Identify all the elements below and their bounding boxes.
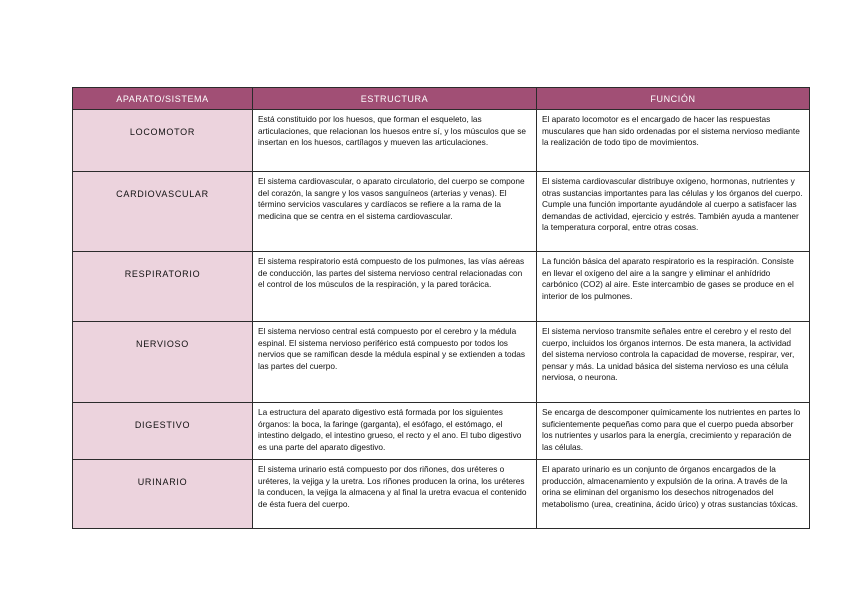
- structure-text: Está constituido por los huesos, que forman el esqueleto, las articulaciones, que relacionan los huesos entre sí, y los músculos que se insertan en los huesos, cartílagos y mueven las articulaciones.: [258, 114, 526, 147]
- structure-text: El sistema cardiovascular, o aparato circulatorio, del cuerpo se compone del corazón, la sangre y los vasos sanguíneos (arterias y venas). El término servicios vasculares y cardíacos se refiere a la rama de la medicina que se centra en el sistema cardiovascular.: [258, 176, 525, 221]
- system-name-cell: DIGESTIVO: [73, 403, 253, 460]
- table-header-row: [73, 88, 810, 110]
- header-estructura: ESTRUCTURA: [253, 88, 537, 110]
- system-name-cell: CARDIOVASCULAR: [73, 172, 253, 252]
- structure-text: El sistema urinario está compuesto por dos riñones, dos uréteres o uréteres, la vejiga y la uretra. Los riñones producen la orina, los uréteres la conducen, la vejiga la almacena y al final la uretra evacua el contenido de ésta fuera del cuerpo.: [258, 464, 527, 509]
- header-funcion: FUNCIÓN: [537, 88, 810, 110]
- structure-cell: [253, 110, 537, 172]
- structure-cell: [253, 460, 537, 529]
- function-text: El aparato urinario es un conjunto de órganos encargados de la producción, almacenamiento y expulsión de la orina. A través de la orina se eliminan del organismo los desechos nitrogenados del metabolismo (urea, creatinina, ácido úrico) y otras sustancias tóxicas.: [542, 464, 798, 509]
- system-name-cell: NERVIOSO: [73, 322, 253, 403]
- function-cell: [537, 172, 810, 252]
- structure-cell: [253, 322, 537, 403]
- header-aparato-sistema: APARATO/SISTEMA: [73, 88, 253, 110]
- function-text: La función básica del aparato respiratorio es la respiración. Consiste en llevar el oxígeno del aire a la sangre y eliminar el anhídrido carbónico (CO2) al aire. Este intercambio de gases se produce en el interior de los pulmones.: [542, 256, 794, 301]
- body-systems-table: [72, 87, 810, 529]
- table-row: [73, 460, 810, 529]
- structure-cell: [253, 403, 537, 460]
- function-text: El sistema cardiovascular distribuye oxígeno, hormonas, nutrientes y otras sustancias importantes para las células y los órganos del cuerpo. Cumple una función importante ayudándole al cuerpo a satisfacer las demandas de actividad, ejercicio y estrés. También ayuda a mantener la temperatura corporal, entre otras cosas.: [542, 176, 803, 232]
- system-name-cell: LOCOMOTOR: [73, 110, 253, 172]
- table-row: [73, 172, 810, 252]
- table-row: [73, 403, 810, 460]
- structure-cell: [253, 172, 537, 252]
- table-row: [73, 252, 810, 322]
- function-cell: [537, 403, 810, 460]
- structure-text: El sistema respiratorio está compuesto de los pulmones, las vías aéreas de conducción, las partes del sistema nervioso central relacionadas con el control de los músculos de la respiración, y la pared torácica.: [258, 256, 525, 289]
- structure-text: La estructura del aparato digestivo está formada por los siguientes órganos: la boca, la faringe (garganta), el esófago, el estómago, el intestino delgado, el intestino grueso, el recto y el ano. El tubo digestivo es una parte del aparato digestivo.: [258, 407, 522, 452]
- function-cell: [537, 322, 810, 403]
- function-text: El aparato locomotor es el encargado de hacer las respuestas musculares que han sido ordenadas por el sistema nervioso mediante la realización de todo tipo de movimientos.: [542, 114, 800, 147]
- function-text: El sistema nervioso transmite señales entre el cerebro y el resto del cuerpo, incluidos los órganos internos. De esta manera, la actividad del sistema nervioso controla la capacidad de moverse, respirar, ver, pensar y más. La unidad básica del sistema nervioso es una célula nerviosa, o neurona.: [542, 326, 795, 382]
- structure-text: El sistema nervioso central está compuesto por el cerebro y la médula espinal. El sistema nervioso periférico está compuesto por todos los nervios que se ramifican desde la médula espinal y se extienden a todas las partes del cuerpo.: [258, 326, 526, 371]
- system-name-cell: RESPIRATORIO: [73, 252, 253, 322]
- function-text: Se encarga de descomponer químicamente los nutrientes en partes lo suficientemente pequeñas como para que el cuerpo pueda absorber los nutrientes y usarlos para la energía, crecimiento y reparación de las células.: [542, 407, 801, 452]
- table-row: [73, 322, 810, 403]
- function-cell: [537, 252, 810, 322]
- function-cell: [537, 110, 810, 172]
- function-cell: [537, 460, 810, 529]
- system-name-cell: URINARIO: [73, 460, 253, 529]
- table-row: [73, 110, 810, 172]
- structure-cell: [253, 252, 537, 322]
